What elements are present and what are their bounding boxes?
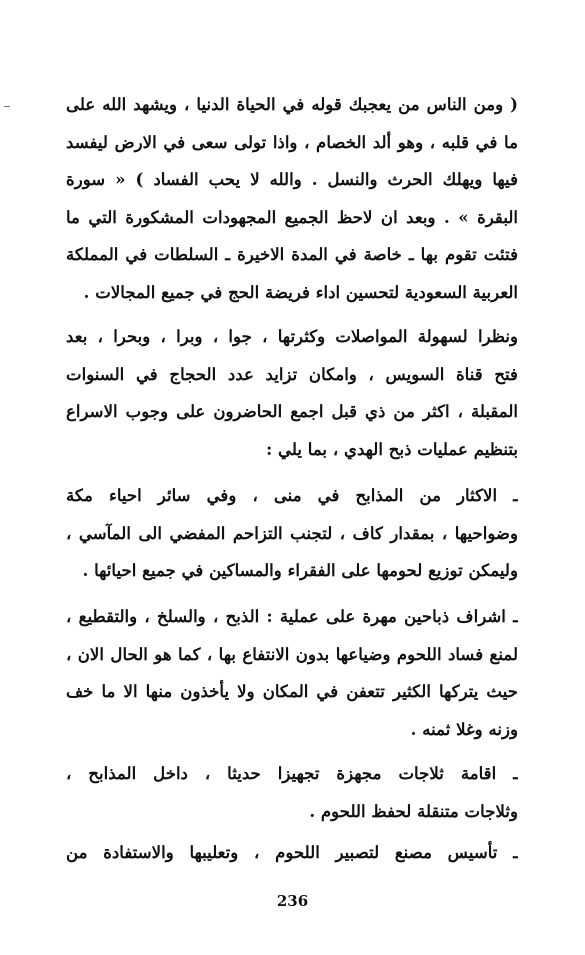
text-line: المقبلة ، اكثر من ذي قبل اجمع الحاضرون على وجوب الاسراع [66, 401, 518, 422]
text-line: بتنظيم عمليات ذبح الهدي ، بما يلي : [266, 438, 518, 459]
text-line: حيث يتركها الكثير تتعفن في المكان ولا يأخذون منها الا ما خف [66, 681, 518, 702]
text-line: فيها ويهلك الحرث والنسل . والله لا يحب الفساد ) « سورة [66, 169, 518, 190]
text-line: ونظرا لسهولة المواصلات وكثرتها ، جوا ، وبرا ، وبحرا ، بعد [66, 326, 518, 346]
paragraph-quran-quote [66, 86, 518, 312]
text-line: ـ اشراف ذباحين مهرة على عملية : الذبح ، والسلخ ، والتقطيع ، [66, 606, 518, 626]
text-line: ـ الاكثار من المذابح في منى ، وفي سائر احياء مكة [66, 485, 518, 505]
text-line: ـ تأسيس مصنع لتصبير اللحوم ، وتعليبها والاستفادة من [66, 842, 518, 862]
paragraph-transport [66, 318, 518, 468]
paragraph-canning-factory [66, 834, 518, 872]
text-line: ـ اقامة ثلاجات مجهزة تجهيزا حديثا ، داخل المذابح ، [66, 763, 518, 783]
text-line: فتئت تقوم بها ـ خاصة في المدة الاخيرة ـ السلطات في المملكة [66, 244, 518, 265]
text-line: ( ومن الناس من يعجبك قوله في الحياة الدنيا ، ويشهد الله على [66, 94, 518, 114]
text-line: وثلاجات متنقلة لحفظ اللحوم . [309, 800, 518, 821]
page-number: 236 [276, 892, 309, 910]
text-line: ما في قلبه ، وهو ألد الخصام ، واذا تولى سعى في الارض ليفسد [66, 131, 518, 152]
margin-mark [4, 106, 10, 107]
paragraph-slaughterhouses [66, 477, 518, 590]
text-line: وزنه وغلا ثمنه . [410, 718, 518, 739]
text-line: البقرة » . وبعد ان لاحظ الجميع المجهودات المشكورة التي ما [66, 206, 518, 227]
paragraph-butchers [66, 598, 518, 748]
text-line: وليمكن توزيع لحومها على الفقراء والمساكين في جميع احيائها . [82, 560, 518, 581]
paragraph-refrigerators [66, 755, 518, 830]
text-line: العربية السعودية لتحسين اداء فريضة الحج في جميع المجالات . [83, 281, 518, 302]
text-line: فتح قناة السويس ، وامكان تزايد عدد الحجاج في السنوات [66, 363, 518, 384]
text-line: لمنع فساد اللحوم وضياعها بدون الانتفاع بها ، كما هو الحال الان ، [66, 643, 518, 664]
text-line: وضواحيها ، بمقدار كاف ، لتجنب التزاحم المفضي الى المآسي ، [66, 522, 518, 543]
